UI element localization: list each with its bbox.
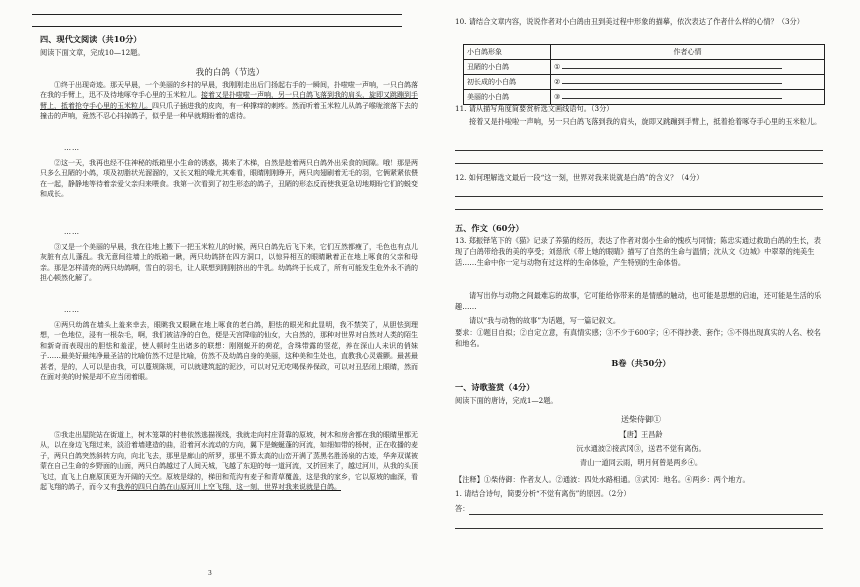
table-header-cell: 小白鸽形象 (464, 45, 551, 60)
part-b-heading: B卷（共50分） (611, 358, 671, 368)
p1-start: ①终于出现奇迹。那天早晨，一个美丽的乡村的早晨，我刚刚走出后门扬起右手的一瞬间，扑啦啦一声响，一只白鸽落在我的手臂上，迅不及待地啄夺手心里的玉米粒儿。 (40, 81, 418, 100)
poem-title: 送柴侍御① (621, 415, 661, 424)
ellipsis-3: …… (64, 306, 80, 314)
paragraph-4: ④两只幼鸽在墙头上羞来幸去，眼眺我又眼瞅在地上啄食的老白鸽，胆怯的眼光和此显明，我不禁笑了，从胆怯到理想，一色地位，浸有一根杂毛，啊，我们被洁净的白色，便是天宫降临的仙女，大自然的，那种对世界对自然对人类的陌生和新奇而表现出的胆怯和羞涩，使人顿时生出诸多的联想：刚刚蜕开的荷花，含珠带露的竖花，养在深山人未识的俏妹子……最美好最纯净最圣洁的比喻仿然不过是比喻，仿然不及幼鸽自身的美丽，这种美和生处也，直教我心灵震颤。最甚最甚者，是的，人可以是由我，可以蔓规陈规，可以就建筑起的泥沙，可以对兄无吃喝保养保政，可以对丑恶闭上眼睛，然而在面对美的时候是却不应当闭着眼。 (40, 321, 418, 382)
question-10: 10. 请结合文章内容，说说作者对小白鸽由丑到美过程中形象的描摹，依次表达了作者什么样的心情？（3分） (455, 17, 804, 26)
ellipsis-1: …… (64, 144, 80, 152)
top-rule-2 (32, 26, 402, 27)
poem-author: 【唐】王昌龄 (619, 430, 663, 439)
composition-heading: 五、作文（60分） (455, 223, 524, 233)
table-cell: 美丽的小白鸽 (464, 90, 551, 105)
table-cell: 丑陋的小白鸽 (464, 60, 551, 75)
answer-mark: ② (554, 78, 561, 86)
poem-line: 沅水通波②接武冈③，送君不觉有离伤。 (576, 444, 706, 453)
paragraph-2: ②这一天，我再也经不住神秘的纸箱里小生命的诱惑，揭来了木梯，自然是趁着两只白鸽外出采食的间隙。哦！那是两只多么丑陋的小鸽，项及初脂状光溜溜的，又长又粗的喙尤其难看，眼睛刚刚睁开，两只肉翅刷着无毛的羽，它俩紧紧依偎在一起，静静地等待着亲爱父亲归来喂食。我第一次看到了初生形态的鸽子，丑陋的形态反而使我更急切地期盼它们的蜕变和成长。 (40, 159, 418, 199)
question-11-quote: 接着又是扑啦啦一声响，另一只白鸽飞落到我的肩头，旋即又跳蹦到手臂上，抵着抢着啄夺手心里的玉米粒儿。 (469, 117, 822, 126)
section-heading: 四、现代文阅读（共10分） (40, 34, 142, 44)
right-page (455, 0, 827, 587)
p1-end: 四只爪子插进我的皮肉，有一种撑痒的刺疼。然而听着玉米粒儿从鸽子喉咙滚落下去的撞击的声响，竟然不忍心抖掉鸽子，似乎是一种早就期盼着的虐待。 (40, 101, 418, 121)
poetry-instructions: 阅读下面的唐诗，完成1—2题。 (455, 396, 558, 405)
answer-line[interactable] (455, 150, 823, 151)
poetry-heading: 一、诗歌鉴赏（4分） (455, 382, 535, 392)
page-number: 3 (208, 570, 212, 577)
instructions: 阅读下面文章，完成10—12题。 (40, 48, 145, 57)
ellipsis-2: …… (64, 228, 80, 236)
answer-line[interactable] (455, 196, 823, 197)
poem-line: 青山一道同云雨，明月何曾是两乡④。 (579, 458, 703, 467)
table-row (464, 75, 825, 90)
paragraph-3: ③又是一个美丽的早晨，我在往地上搬下一把玉米粒儿的时候，两只白鸽先后飞下来，它们互然都瘦了，毛色也有点儿灰脏有点儿蓬乱。我无意间往墙上的纸箱一瞅，两只幼鸽挤在四方洞口，以惊异相互的眼睛瞅着正在地上啄食的父亲和母亲。那是怎样清亮的两只幼鸽啊，雪白的羽毛，让人联想到刚刚挤出的牛乳。幼鸽终于长成了，所有可能发生危外永不消的担心顿然化解了。 (40, 243, 418, 283)
question-13-topic: 请以“我与动物的故事”为话题，写一篇记叙文。 (469, 316, 621, 325)
top-rule (32, 14, 402, 15)
poem-notes: 【注释】①柴侍御：作者友人。②通波：四处水路相通。③武冈：地名。④两乡：两个地方。 (455, 475, 750, 484)
table-row (464, 60, 825, 75)
table-header-cell: 作者心情 (551, 45, 825, 60)
question-13-prompt-2: 请写出你与动物之间最难忘的故事，它可能给你带来的是情感的触动，也可能是思想的启迪，还可能是生活的乐趣…… (455, 291, 822, 311)
question-1: 1. 请结合诗句，简要分析“不觉有离伤”的原因。（2分） (455, 489, 631, 498)
p5-start: ⑤我走出屋院站在街道上，树木笼罩的村巷依然逃描视线，我就走向村庄背靠的原坡，树木和房舍都在我的眼睛里都无从，以在身边飞翔过来，淡沿着墙建造的曲，沿着河水流动的方向，翼下是蜿蜒蓬的河流，如细如带的杨树，正在收播的麦子，两只白鸽突然斜转方向，向北飞去，那里是廊山的所罗，那里不算太高的山峦开满了蒸黑名胜汤泉的古迹，华奔双谋被蒙在自己生命的乡野面的山面，两只白鸽越过了人间天城，飞越了东迎的每一道河流，又折回来了，越过河川，从我的头顶飞过，直飞上白鹿原顶更为开阔的天空。原坡是绿的，梯田和荒沟有麦子和青草覆盖，这是我的家乡，它以原坡的幽深，看起飞翔的鸽子，而今又有 (40, 431, 418, 492)
requirements: 要求：①题目自拟；②自定立意，有真情实感；③不少于600字；④不得抄袭、套作；⑤不得出现真实的人名、校名和地名。 (455, 328, 821, 348)
answer-line[interactable] (455, 209, 823, 210)
answer-cell[interactable] (551, 60, 825, 75)
answer-line[interactable] (455, 163, 823, 164)
p5-underlined: 我养的四只白鸽在山原河川上空飞翔，这一刻，世界对我来说就是白鸽。 (117, 483, 341, 492)
answer-mark: ① (554, 63, 561, 71)
paragraph-1 (40, 80, 418, 122)
question-13-prompt: 13. 郑振铎笔下的《猫》记录了养猫的经历，表达了作者对弱小生命的愧疚与同情；陈忠实通过救助白鸽的生长，表现了白鸽带给我的美的享受；刘慈欣《带上她的眼睛》描写了自然的生命与温情；沈从文《边城》中翠翠的纯美生活……生命中你一定与动物有过这样的生命体验，产生特别的生命体悟。 (455, 236, 821, 267)
answer-label: 答： (455, 504, 470, 513)
paragraph-5 (40, 430, 418, 492)
table-header-row (464, 45, 825, 60)
question-11: 11. 请从描写角度简要赏析选文画线语句。（3分） (455, 104, 614, 113)
p1-underlined: 接着又是扑啦啦一声响，另一只白鸽飞落到我的肩头，旋即又跳蹦到手臂上，抵着抢夺手心里的玉米粒儿。 (40, 91, 418, 110)
table-cell: 初长成的小白鸽 (464, 75, 551, 90)
answer-cell[interactable] (551, 75, 825, 90)
article-title: 我的白鸽（节选） (195, 68, 265, 78)
answer-line[interactable] (455, 528, 823, 529)
left-page (40, 0, 420, 587)
answer-mark: ③ (554, 93, 561, 101)
answer-table (463, 44, 825, 105)
answer-line[interactable] (469, 514, 823, 515)
question-12: 12. 如何理解选文最后一段“这一刻，世界对我来说就是白鸽”的含义？（4分） (455, 173, 704, 182)
